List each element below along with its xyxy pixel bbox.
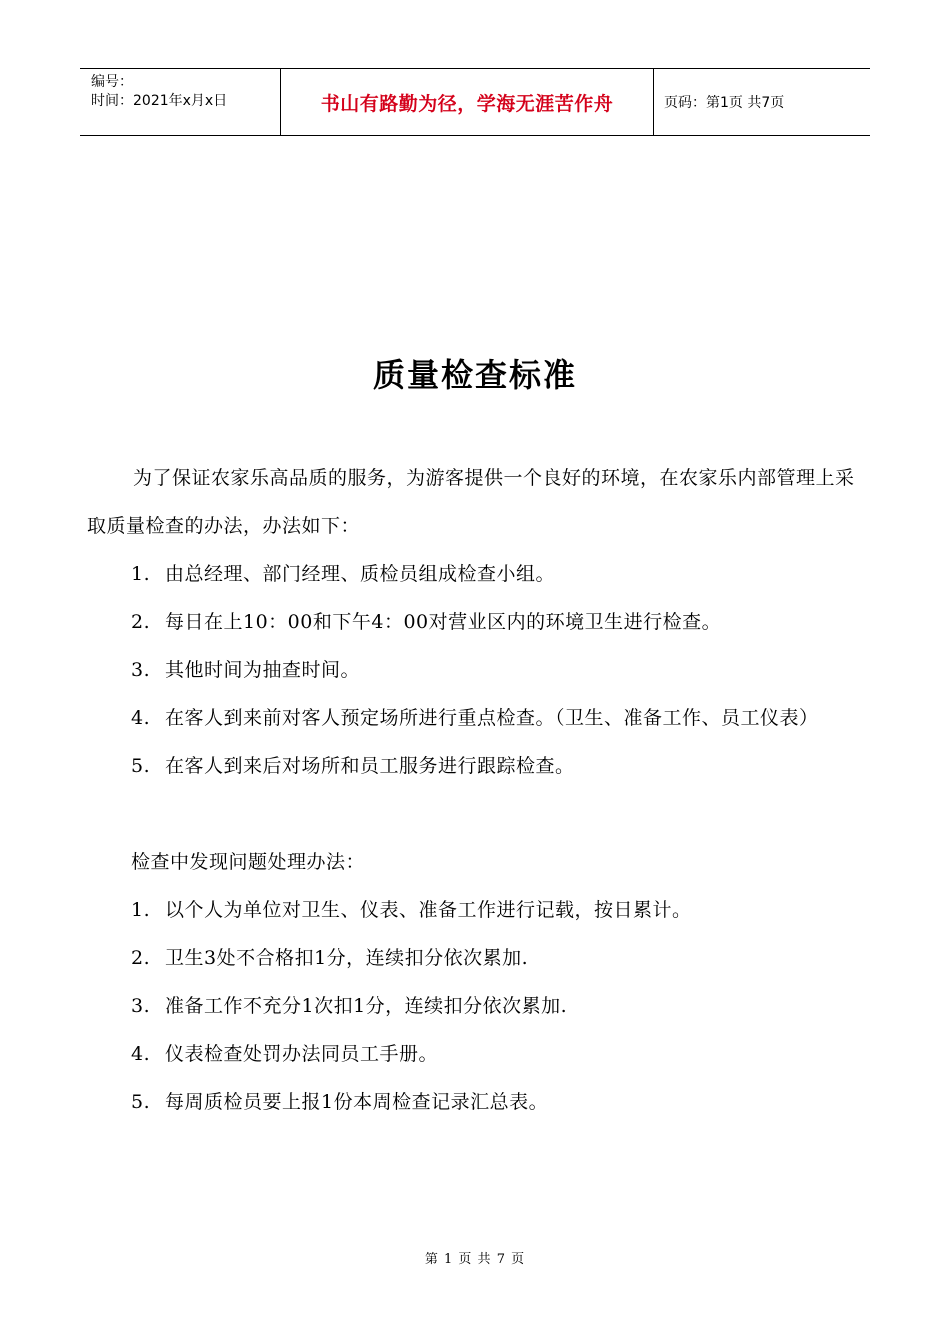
list-item-number: 5. xyxy=(131,755,151,777)
list-item-text: 以个人为单位对卫生、仪表、准备工作进行记载，按日累计。 xyxy=(165,899,692,921)
list-item-text: 由总经理、部门经理、质检员组成检查小组。 xyxy=(165,563,556,585)
document-body xyxy=(87,454,867,1126)
section-spacer xyxy=(87,790,867,838)
page-info: 页码：第1页 共7页 xyxy=(664,95,785,111)
motto: 书山有路勤为径，学海无涯苦作舟 xyxy=(320,92,614,115)
list-item-text: 每日在上10：00和下午4：00对营业区内的环境卫生进行检查。 xyxy=(165,611,722,633)
number-label: 编号： xyxy=(91,74,133,90)
header-page-cell xyxy=(654,69,870,135)
list-item xyxy=(87,646,867,694)
document-header xyxy=(80,68,870,136)
list-item-text: 其他时间为抽查时间。 xyxy=(165,659,361,681)
list-item-text: 卫生3处不合格扣1分，连续扣分依次累加. xyxy=(165,947,529,969)
intro-paragraph: 为了保证农家乐高品质的服务，为游客提供一个良好的环境，在农家乐内部管理上采取质量检查的办法，办法如下： xyxy=(87,467,855,537)
list-item-text: 准备工作不充分1次扣1分，连续扣分依次累加. xyxy=(165,995,568,1017)
list-item-number: 4. xyxy=(131,1043,151,1065)
list-item-text: 每周质检员要上报1份本周检查记录汇总表。 xyxy=(165,1091,549,1113)
page-footer: 第 1 页 共 7 页 xyxy=(424,1252,526,1267)
list-item xyxy=(87,1030,867,1078)
list-item xyxy=(87,742,867,790)
list-item-number: 1. xyxy=(131,563,151,585)
list-item-text: 在客人到来前对客人预定场所进行重点检查。（卫生、准备工作、员工仪表） xyxy=(165,707,819,729)
list-item-number: 2. xyxy=(131,947,151,969)
list-item xyxy=(87,694,867,742)
list-item xyxy=(87,550,867,598)
header-meta xyxy=(80,69,281,135)
time-label: 时间：2021年x月x日 xyxy=(91,93,228,109)
list-item-number: 3. xyxy=(131,995,151,1017)
list-item-text: 仪表检查处罚办法同员工手册。 xyxy=(165,1043,439,1065)
list-item-number: 4. xyxy=(131,707,151,729)
page-title: 质量检查标准 xyxy=(372,356,577,394)
list-item-text: 在客人到来后对场所和员工服务进行跟踪检查。 xyxy=(165,755,575,777)
list-item-number: 1. xyxy=(131,899,151,921)
list-item-number: 2. xyxy=(131,611,151,633)
list-item xyxy=(87,934,867,982)
list-item xyxy=(87,886,867,934)
section-heading: 检查中发现问题处理办法： xyxy=(131,851,366,873)
list-item-number: 3. xyxy=(131,659,151,681)
list-item xyxy=(87,1078,867,1126)
list-item xyxy=(87,982,867,1030)
list-item-number: 5. xyxy=(131,1091,151,1113)
list-item xyxy=(87,598,867,646)
header-motto-cell xyxy=(281,69,654,135)
